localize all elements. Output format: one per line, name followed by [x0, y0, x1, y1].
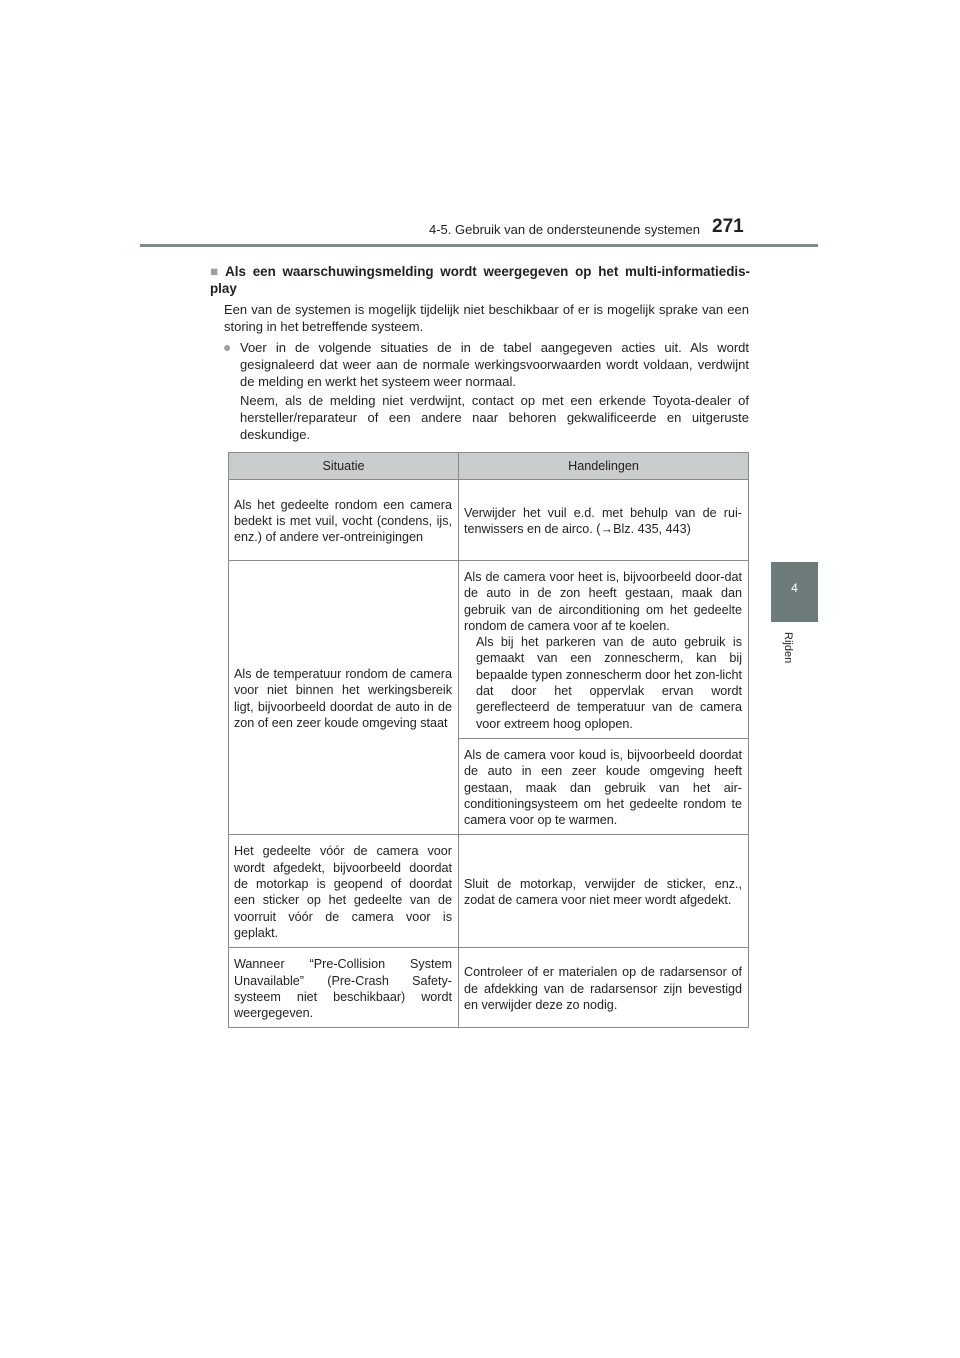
- chapter-tab[interactable]: [771, 562, 818, 622]
- circle-bullet-icon: ●: [223, 339, 232, 355]
- situations-table: [228, 452, 749, 1028]
- bullet-paragraph: Voer in de volgende situaties de in de tabel aangegeven acties uit. Als wordt gesignaleerd dat weer aan de normale werkingsvoorwaarden wordt voldaan, verdwijnt de melding en werkt het systeem weer normaal.: [240, 340, 749, 389]
- section-title: 4-5. Gebruik van de ondersteunende systemen: [428, 222, 700, 237]
- situation-cell: Het gedeelte vóór de camera voor wordt afgedekt, bijvoorbeeld doordat de motorkap is geopend of doordat een sticker op het gedeelte van de voorruit vóór de camera voor is geplakt.: [229, 835, 459, 948]
- action-cell: Als de camera voor koud is, bijvoorbeeld doordat de auto in een zeer koude omgeving heeft gestaan, maak dan gebruik van het air-conditioningsysteem om het gedeelte rondom te camera voor op te warmen.: [459, 738, 749, 834]
- chapter-label: Rijden: [782, 632, 794, 664]
- page-number: 271: [712, 216, 744, 237]
- action-cell: Verwijder het vuil e.d. met behulp van de rui-tenwissers en de airco. (→Blz. 435, 443): [459, 480, 749, 561]
- table-row: [229, 480, 749, 561]
- bullet-paragraph-continued: Neem, als de melding niet verdwijnt, contact op met een erkende Toyota-dealer of hersteller/reparateur of een andere naar behoren gekwalificeerde en uitgeruste deskundige.: [240, 393, 749, 442]
- table-header-row: [229, 453, 749, 480]
- action-note: Als bij het parkeren van de auto gebruik is gemaakt van een zonnescherm, kan bij bepaalde typen zonnescherm door het zon-licht dat door het oppervlak ervan wordt gereflecteerd de temperatuur van de camera voor extreem hoog oplopen.: [476, 635, 742, 731]
- action-cell: Controleer of er materialen op de radarsensor of de afdekking van de radarsensor zijn bevestigd en verwijder deze zo nodig.: [459, 948, 749, 1028]
- intro-paragraph: Een van de systemen is mogelijk tijdelijk niet beschikbaar of er is mogelijk sprake van een storing in het betreffende systeem.: [224, 302, 749, 334]
- situation-cell: Als de temperatuur rondom de camera voor niet binnen het werkingsbereik ligt, bijvoorbeeld doordat de auto in de zon of een zeer koude omgeving staat: [229, 561, 459, 835]
- square-bullet-icon: ■: [210, 264, 222, 279]
- column-header-actions: Handelingen: [459, 453, 749, 480]
- header-divider: [140, 244, 818, 247]
- action-cell: [459, 561, 749, 739]
- chapter-tab-number: 4: [791, 581, 798, 595]
- table-row: [229, 835, 749, 948]
- action-text: Als de camera voor heet is, bijvoorbeeld door-dat de auto in de zon heeft gestaan, maak dan gebruik van de airconditioning om het gedeelte rondom de camera voor af te koelen.: [464, 570, 742, 633]
- section-heading: [210, 264, 750, 297]
- action-cell: Sluit de motorkap, verwijder de sticker, enz., zodat de camera voor niet meer wordt afgedekt.: [459, 835, 749, 948]
- situation-cell: Wanneer “Pre-Collision System Unavailable” (Pre-Crash Safety-systeem niet beschikbaar) wordt weergegeven.: [229, 948, 459, 1028]
- section-heading-text: Als een waarschuwingsmelding wordt weergegeven op het multi-informatiedis-play: [210, 264, 751, 296]
- column-header-situation: Situatie: [229, 453, 459, 480]
- situation-cell: Als het gedeelte rondom een camera bedekt is met vuil, vocht (condens, ijs, enz.) of andere ver-ontreinigingen: [229, 480, 459, 561]
- table-row: [229, 948, 749, 1028]
- table-row: [229, 561, 749, 739]
